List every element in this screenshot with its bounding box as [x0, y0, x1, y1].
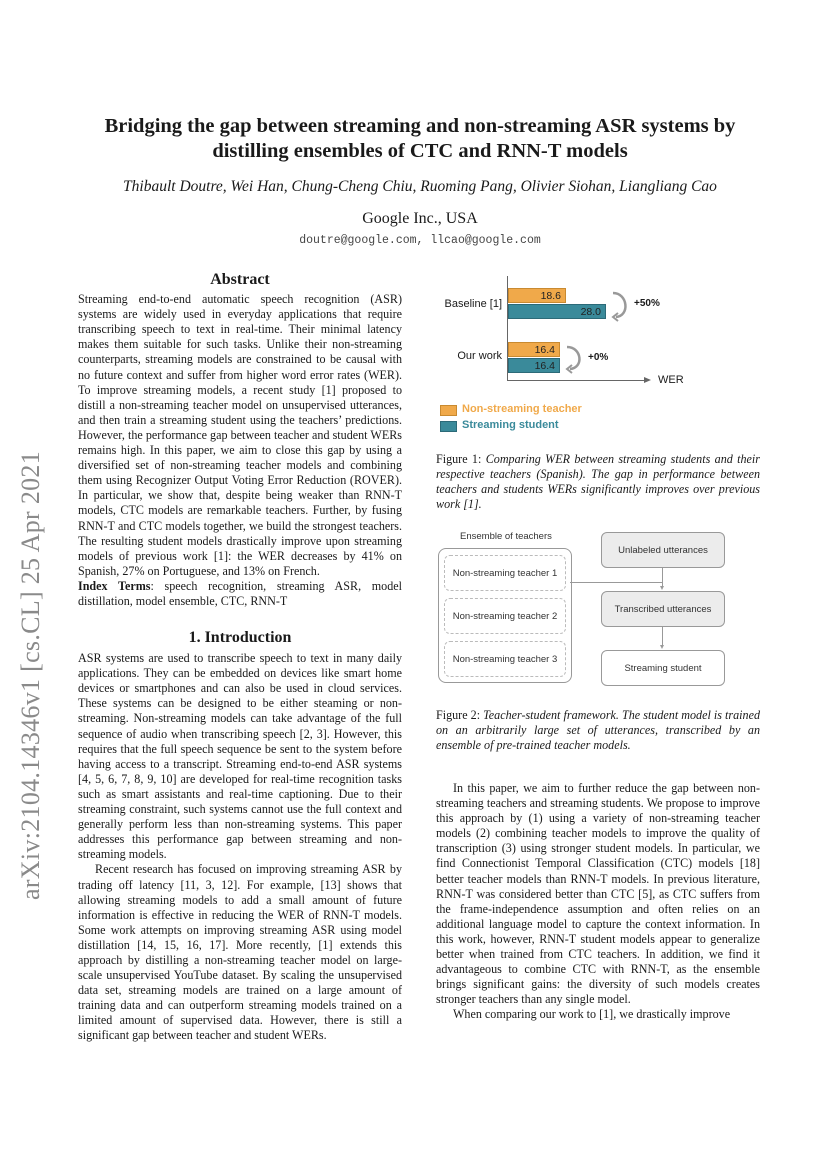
ensemble-label: Ensemble of teachers [460, 531, 552, 542]
index-terms-text: : speech recognition, streaming ASR, model distillation, model ensemble, CTC, RNN-T [78, 578, 402, 608]
title-line-2: distilling ensembles of CTC and RNN-T models [212, 140, 628, 162]
affiliation: Google Inc., USA [362, 210, 478, 227]
abstract-text: Streaming end-to-end automatic speech recognition (ASR) systems are widely used in everyday applications that require transcribing speech to text in real-time. Their minimal latency makes them suitable for such tasks. Unlike their non-streaming counterparts, streaming models are constrained to be causal with no future context and suffer from higher word error rates (WER). To improve streaming models, a recent study [1] proposed to distill a non-streaming teacher model on unsupervised utterances, and then train a streaming student using the teachers’ predictions. However, the performance gap between teacher and student WERs remains high. In this paper, we aim to close this gap by using a diversified set of non-streaming teacher models and combining them using Recognizer Output Voting Error Reduction (ROVER). In particular, we show that, despite being weaker than RNN-T models, CTC models are remarkable teachers. Further, by fusing RNN-T and CTC models together, we build the strongest teachers. The resulting student models drastically improve upon streaming models of previous work [1]: the WER decreases by 41% on Spanish, 27% on Portuguese, and 13% on French. [78, 292, 402, 578]
arrow-head-icon [660, 645, 664, 649]
unlabeled-utterances-box: Unlabeled utterances [601, 532, 725, 568]
gap-arrow-icon [610, 290, 632, 322]
annotation-baseline-gap: +50% [634, 298, 660, 309]
bar-ours-teacher: 16.4 [508, 342, 560, 357]
abstract-heading: Abstract [210, 271, 270, 288]
legend-label-teacher: Non-streaming teacher [462, 403, 582, 415]
figure-1-chart [430, 272, 684, 442]
streaming-student-box: Streaming student [601, 650, 725, 686]
figure-2-caption-text: Teacher-student framework. The student model is trained on an arbitrarily large set of utterances, transcribed by an ensemble of pre-trained teacher models. [436, 708, 760, 753]
index-terms [78, 579, 402, 609]
category-label-our-work: Our work [457, 350, 502, 362]
legend-label-student: Streaming student [462, 419, 559, 431]
legend-swatch-student [440, 421, 457, 432]
abstract-section [78, 272, 402, 609]
transcribed-to-student-line [662, 626, 663, 646]
figure-2-caption [436, 708, 760, 753]
paper-title [80, 114, 760, 164]
gap-arrow-icon [564, 344, 586, 374]
teacher-box-3: Non-streaming teacher 3 [444, 641, 566, 677]
legend-swatch-teacher [440, 405, 457, 416]
intro-paragraph-2: Recent research has focused on improving streaming ASR by trading off latency [11, 3, 12]. For example, [13] shows that allowing streaming models to add a small amount of future information is effective in reducing the WER of RNN-T models. Some work attempts on improving streaming ASR using model distillation [14, 15, 16, 17]. More recently, [1] extends this approach by distilling a non-streaming teacher model on large-scale unsupervised YouTube dataset. By scaling the unsupervised data set, streaming models are trained on a large amount of training data and can outperform streaming models trained on a limited amount of supervised data. However, there is still a significant gap between teacher and student WERs. [78, 862, 402, 1043]
introduction-section [78, 630, 402, 1044]
x-axis-label: WER [658, 374, 684, 386]
authors: Thibault Doutre, Wei Han, Chung-Cheng Chiu, Ruoming Pang, Olivier Siohan, Liangliang Cao [123, 178, 717, 195]
figure-1-caption-text: Comparing WER between streaming students and their respective teachers (Spanish). The gap in performance between teachers and students WERs significantly improves over previous work [1]. [436, 452, 760, 512]
intro-paragraph-3: In this paper, we aim to further reduce the gap between non-streaming teachers and streaming students. We propose to improve this approach by (1) using a variety of non-streaming teacher models (2) combining teacher models to improve the quality of transcription (3) using stronger student models. In particular, we find Connectionist Temporal Classification (CTC) models [18] better teacher models than RNN-T models. In previous literature, RNN-T was considered better than CTC [5], as CTC suffers from the frame-independence assumption and often relies on an additional language model to capture the context information. In this work, however, RNN-T student models appear to generalize better when trained from CTC teachers. In addition, we find it advantageous to combine CTC with RNN-T, as the ensemble brings significant gains: the diversity of such models creates stronger teachers than any single model. [436, 781, 760, 1007]
index-terms-label: Index Terms [78, 578, 151, 593]
annotation-ours-gap: +0% [588, 352, 609, 363]
teacher-box-1: Non-streaming teacher 1 [444, 555, 566, 591]
intro-paragraph-4: When comparing our work to [1], we drastically improve [453, 1007, 731, 1022]
arrow-head-icon [660, 586, 664, 590]
x-axis-arrow-icon [644, 377, 651, 383]
right-column-body [436, 781, 760, 1023]
category-label-baseline: Baseline [1] [444, 298, 502, 310]
ensemble-to-transcribed-line [570, 582, 662, 583]
unlabeled-to-transcribed-line [662, 567, 663, 587]
author-emails: doutre@google.com, llcao@google.com [299, 234, 541, 247]
title-line-1: Bridging the gap between streaming and non-streaming ASR systems by [104, 115, 736, 137]
teacher-box-2: Non-streaming teacher 2 [444, 598, 566, 634]
x-axis [507, 380, 647, 381]
figure-2-diagram [430, 525, 760, 690]
figure-1-caption [436, 452, 760, 512]
intro-paragraph-1: ASR systems are used to transcribe speech to text in many daily applications. They can be embedded on devices like smart home devices or smartphones and can also be used in cloud services. These systems can be designed to be either steaming or non-streaming. Non-streaming models can take advantage of the full sequence of audio when transcribing speech [2, 3]. However, this requires that the full speech sequence be sent to the system before having access to a transcript. Streaming end-to-end ASR systems [4, 5, 6, 7, 8, 9, 10] are developed for real-time recognition tasks such as smart assistants and real-time captioning. Due to their streaming constraint, such systems cannot use the full context and generally perform less than non-streaming systems. This paper addresses this performance gap between streaming and non-streaming models. [78, 651, 402, 862]
bar-ours-student: 16.4 [508, 358, 560, 373]
figure-1-label: Figure 1: [436, 452, 482, 466]
figure-2-label: Figure 2: [436, 708, 481, 722]
bar-baseline-teacher: 18.6 [508, 288, 566, 303]
transcribed-utterances-box: Transcribed utterances [601, 591, 725, 627]
bar-baseline-student: 28.0 [508, 304, 606, 319]
introduction-heading: 1. Introduction [188, 629, 292, 646]
arxiv-stamp: arXiv:2104.14346v1 [cs.CL] 25 Apr 2021 [16, 450, 45, 900]
